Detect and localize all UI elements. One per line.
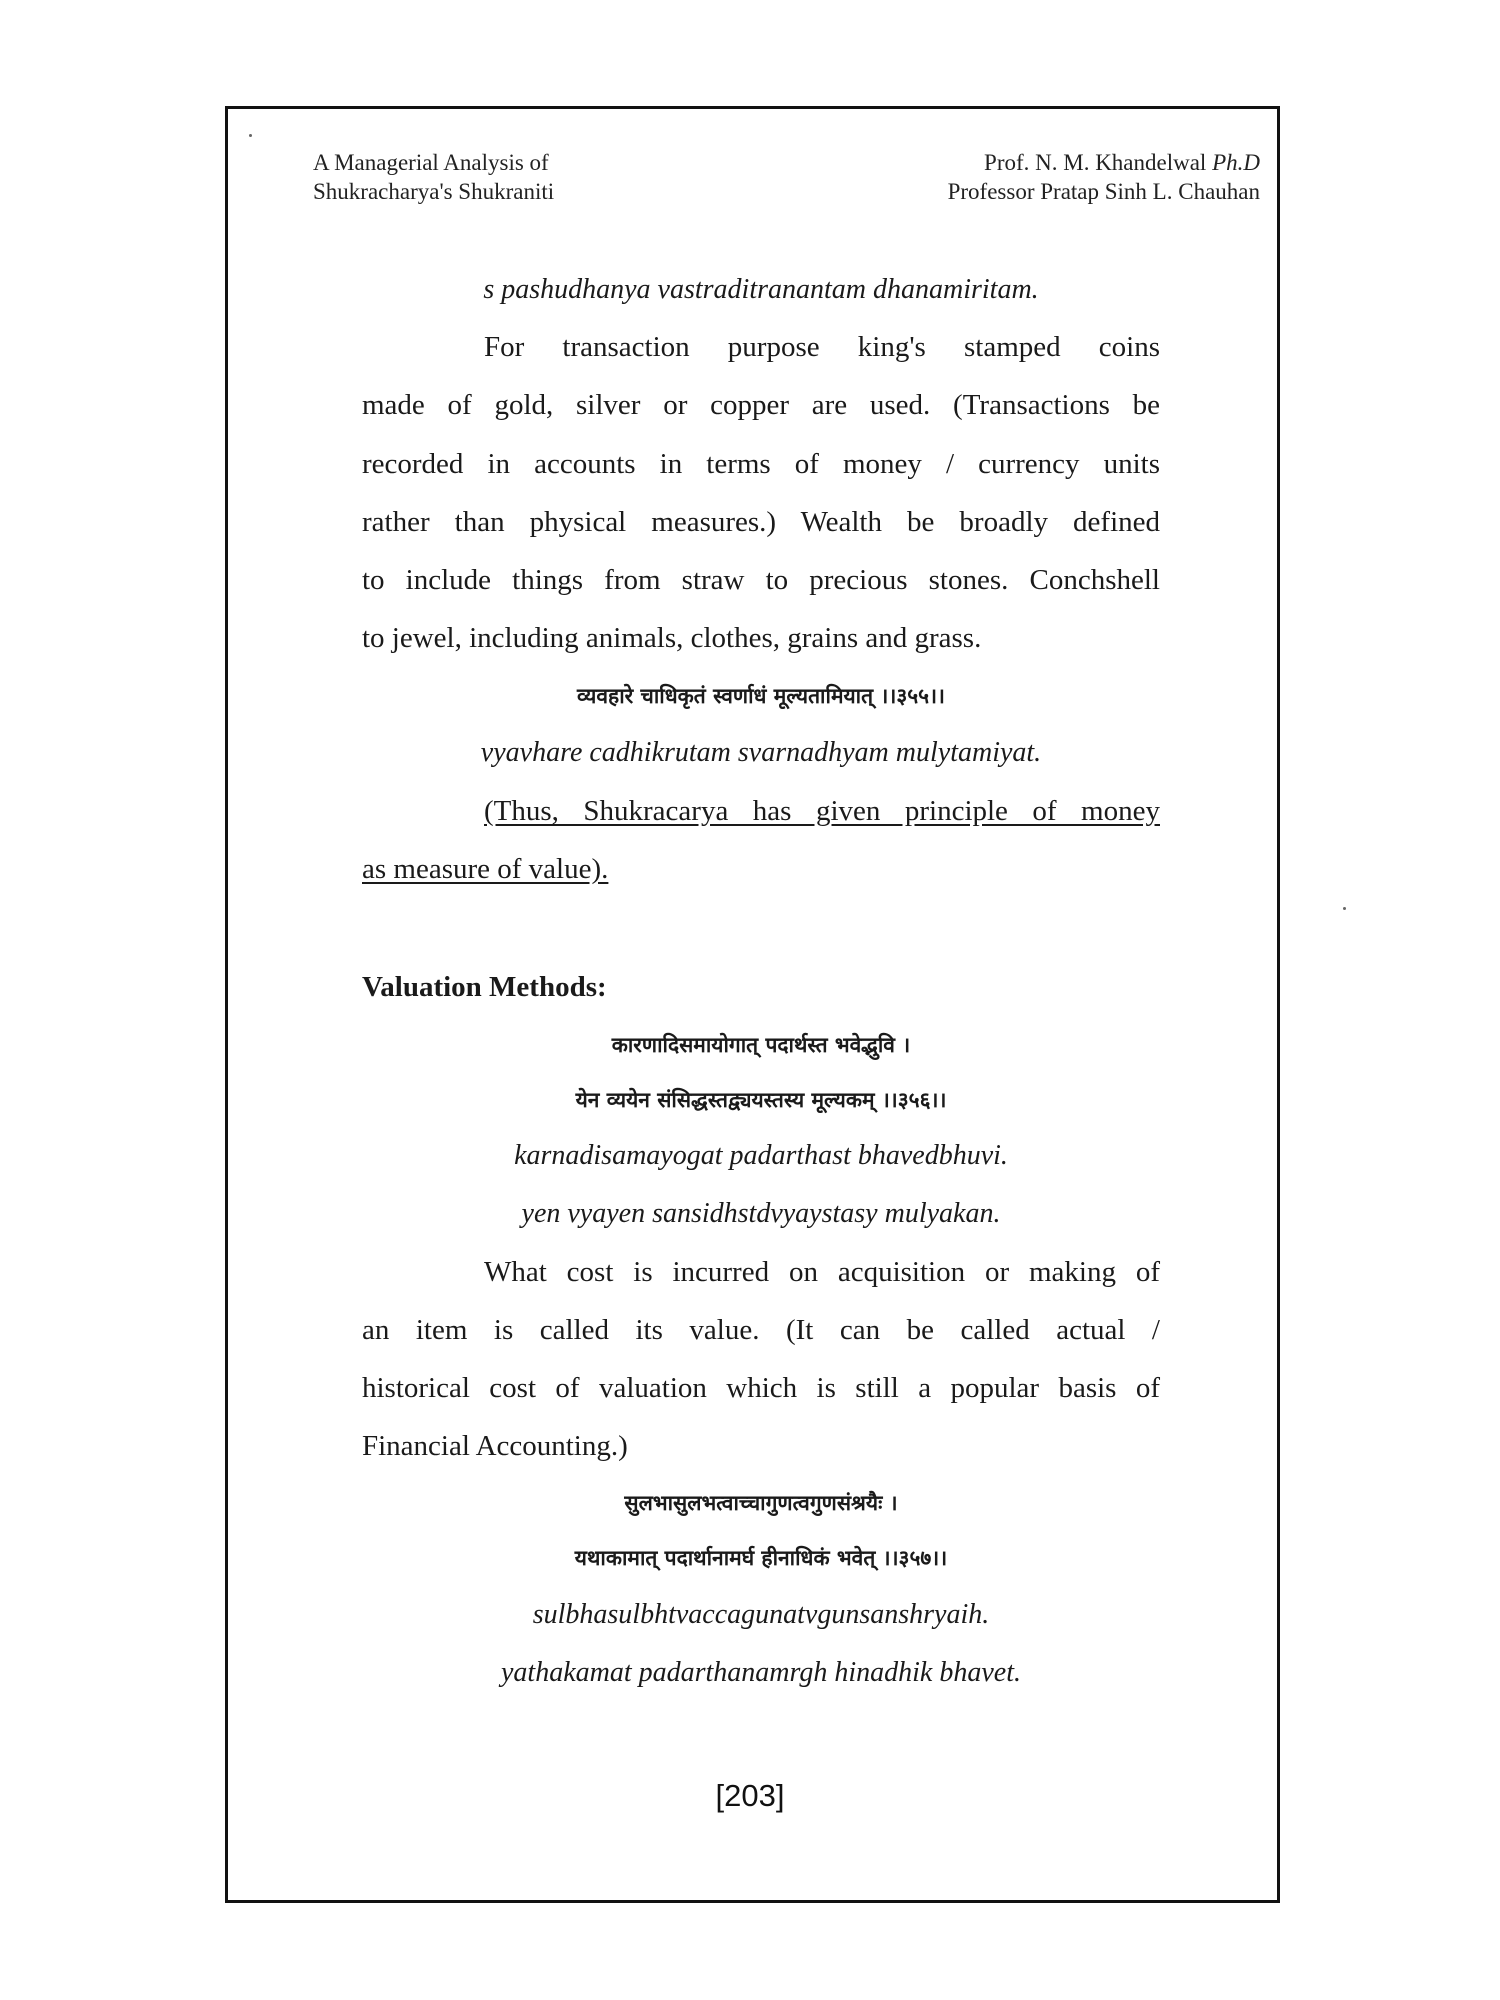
header-title-line-1: A Managerial Analysis of	[313, 150, 549, 175]
paragraph-line: made of gold, silver or copper are used. (Transactions be	[362, 389, 1160, 421]
translit-verse-357-line-1: sulbhasulbhtvaccagunatvgunsanshryaih.	[532, 1599, 990, 1630]
translit-verse-357-line-2: yathakamat padarthanamrgh hinadhik bhavet.	[500, 1657, 1021, 1688]
note-line-2: as measure of value).	[362, 853, 609, 885]
paragraph-line: Financial Accounting.)	[362, 1430, 628, 1462]
translit-verse-tail: s pashudhanya vastraditranantam dhanamiritam.	[483, 274, 1039, 305]
sanskrit-verse-356-line-2: येन व्ययेन संसिद्धस्तद्व्ययस्तस्य मूल्यकम् ।।३५६।।	[575, 1088, 947, 1112]
sanskrit-verse-357-line-1: सुलभासुलभत्वाच्चागुणत्वगुणसंश्रयैः ।	[624, 1491, 898, 1515]
paragraph-line: recorded in accounts in terms of money / currency units	[362, 448, 1160, 480]
sanskrit-verse-355: व्यवहारे चाधिकृतं स्वर्णाधं मूल्यतामियात् ।।३५५।।	[577, 684, 945, 708]
header-author-line-2: Professor Pratap Sinh L. Chauhan	[947, 179, 1260, 204]
paragraph-line: rather than physical measures.) Wealth be broadly defined	[362, 506, 1160, 538]
paragraph-line: What cost is incurred on acquisition or making of	[484, 1256, 1160, 1288]
page-number: [203]	[715, 1778, 785, 1813]
sanskrit-verse-356-line-1: कारणादिसमायोगात् पदार्थस्त भवेद्भुवि ।	[611, 1033, 911, 1057]
sanskrit-verse-357-line-2: यथाकामात् पदार्थानामर्घ हीनाधिकं भवेत् ।।३५७।।	[574, 1546, 948, 1570]
header-book-title	[313, 148, 554, 206]
author-degree: Ph.D	[1212, 150, 1260, 175]
translit-verse-356-line-2: yen vyayen sansidhstdvyaystasy mulyakan.	[521, 1198, 1001, 1229]
paragraph-line: to include things from straw to precious stones. Conchshell	[362, 564, 1160, 596]
header-authors	[948, 148, 1260, 206]
translit-verse-355: vyavhare cadhikrutam svarnadhyam mulytamiyat.	[480, 737, 1042, 768]
page-border	[225, 106, 1280, 1903]
paragraph-line: an item is called its value. (It can be called actual /	[362, 1314, 1160, 1346]
author-name: Prof. N. M. Khandelwal	[984, 150, 1213, 175]
section-heading: Valuation Methods:	[362, 971, 607, 1003]
header-author-line-1	[948, 148, 1260, 177]
scan-speck	[249, 134, 252, 137]
paragraph-line: historical cost of valuation which is still a popular basis of	[362, 1372, 1160, 1404]
paragraph-line: For transaction purpose king's stamped coins	[484, 331, 1160, 363]
note-line-1: (Thus, Shukracarya has given principle of money	[484, 795, 1160, 827]
header-title-line-2: Shukracharya's Shukraniti	[313, 179, 555, 204]
paragraph-line: to jewel, including animals, clothes, grains and grass.	[362, 622, 982, 654]
translit-verse-356-line-1: karnadisamayogat padarthast bhavedbhuvi.	[514, 1140, 1008, 1171]
scan-speck	[1343, 907, 1346, 910]
